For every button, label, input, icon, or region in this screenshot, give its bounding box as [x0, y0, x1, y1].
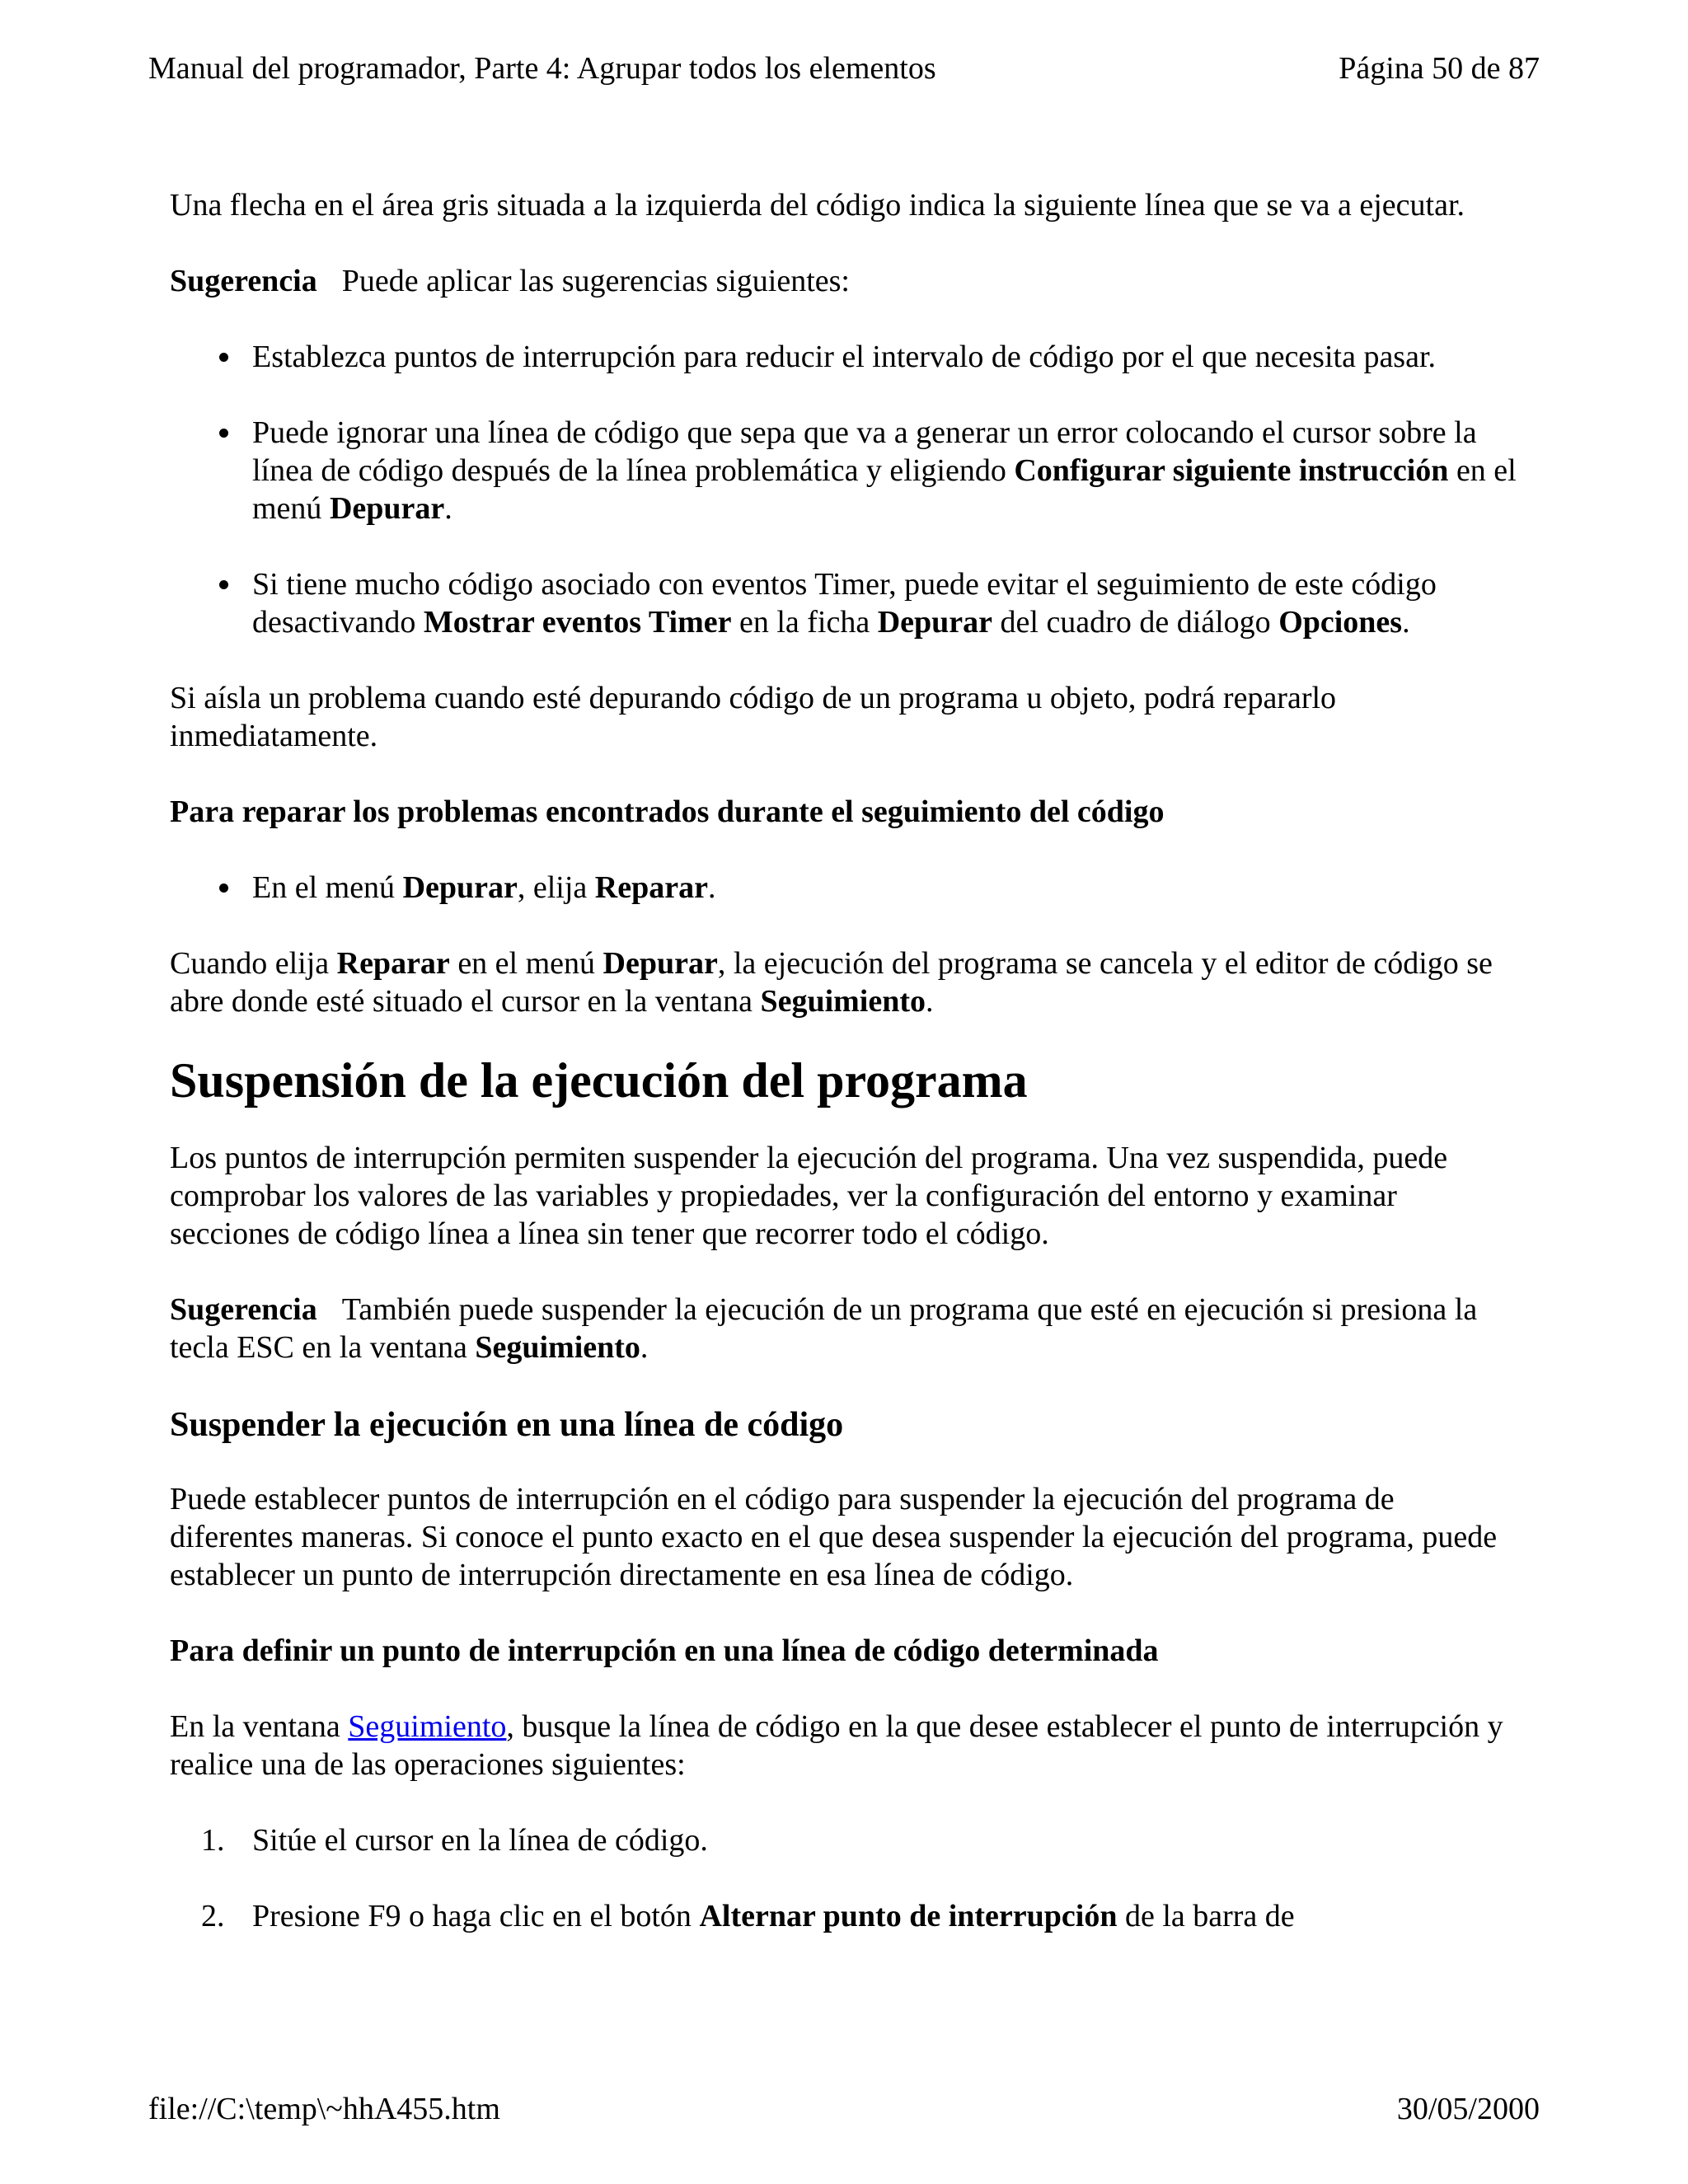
subsection-heading: Suspender la ejecución en una línea de código: [170, 1406, 844, 1444]
bullet-text: en el menú: [252, 453, 1517, 526]
list-item: [170, 1897, 1522, 1935]
tip-paragraph-2: [170, 1291, 1522, 1366]
bullet-text: del cuadro de diálogo: [992, 605, 1279, 640]
bullet-text: .: [444, 491, 452, 526]
list-item: [170, 1821, 1522, 1859]
bullet-bold: Mostrar eventos Timer: [423, 605, 732, 640]
tip-text: También puede suspender la ejecución de un programa que esté en ejecución si presiona la tecla ESC en la ventana: [170, 1292, 1478, 1365]
document-body: [170, 186, 1522, 1973]
paragraph-window-instructions: [170, 1708, 1522, 1783]
bullet-bold: Opciones: [1278, 605, 1403, 640]
text-run: Cuando elija: [170, 946, 337, 981]
footer-file-path: file://C:\temp\~hhA455.htm: [148, 2092, 500, 2126]
tips-bullet-list: [170, 338, 1522, 641]
bullet-text: .: [1402, 605, 1410, 640]
tip-label: Sugerencia: [170, 1292, 317, 1327]
bold-run: Reparar: [336, 946, 450, 981]
text-run: en el menú: [449, 946, 603, 981]
seguimiento-link[interactable]: Seguimiento: [348, 1709, 507, 1744]
repair-bullet-list: [170, 869, 1522, 907]
tip-text: Puede aplicar las sugerencias siguientes:: [341, 264, 850, 298]
bullet-text: Establezca puntos de interrupción para reducir el intervalo de código por el que necesita pasar.: [252, 340, 1437, 374]
header-title: Manual del programador, Parte 4: Agrupar todos los elementos: [148, 51, 936, 86]
header-page-number: Página 50 de 87: [1339, 51, 1540, 86]
tip-label: Sugerencia: [170, 264, 317, 298]
bold-run: Depurar: [603, 946, 718, 981]
paragraph-repair-effect: [170, 944, 1522, 1020]
bold-run: Alternar punto de interrupción: [699, 1899, 1118, 1933]
bullet-bold: Depurar: [877, 605, 993, 640]
paragraph-breakpoints: Los puntos de interrupción permiten suspender la ejecución del programa. Una vez suspendida, puede comprobar los valores de las variables y propiedades, ver la configuración del entorno y examinar secciones de código línea a línea sin tener que recorrer todo el código.: [170, 1141, 1448, 1251]
footer-date: 30/05/2000: [1396, 2092, 1540, 2126]
step-text: Sitúe el cursor en la línea de código.: [252, 1823, 708, 1858]
bullet-text: Puede ignorar una línea de código que sepa que va a generar un error colocando el cursor sobre la línea de código después de la línea problemática y eligiendo: [252, 415, 1477, 488]
text-run: , busque la línea de código en la que desee establecer el punto de interrupción y realice una de las operaciones siguientes:: [170, 1709, 1503, 1782]
page-header: [148, 49, 1540, 87]
step-text: de la barra de: [1117, 1899, 1295, 1933]
procedure-title-define-breakpoint: Para definir un punto de interrupción en una línea de código determinada: [170, 1633, 1159, 1668]
text-run: , la ejecución del programa se cancela y el editor de código se abre donde esté situado el cursor en la ventana: [170, 946, 1493, 1019]
bold-run: Seguimiento: [760, 984, 926, 1019]
tip-text: .: [640, 1330, 649, 1365]
bullet-bold: Configurar siguiente instrucción: [1014, 453, 1449, 488]
paragraph-set-breakpoints: Puede establecer puntos de interrupción en el código para suspender la ejecución del programa de diferentes maneras. Si conoce el punto exacto en el que desea suspender la ejecución del programa, puede establecer un punto de interrupción directamente en esa línea de código.: [170, 1482, 1498, 1592]
page-footer: [148, 2090, 1540, 2128]
paragraph-repair: Si aísla un problema cuando esté depurando código de un programa u objeto, podrá repararlo inmediatamente.: [170, 681, 1337, 753]
bullet-bold: Reparar: [594, 870, 708, 905]
bullet-bold: Depurar: [329, 491, 445, 526]
bullet-text: , elija: [517, 870, 595, 905]
list-item: [170, 565, 1522, 641]
section-heading: Suspensión de la ejecución del programa: [170, 1053, 1028, 1108]
bullet-bold: Depurar: [402, 870, 518, 905]
bullet-text: Si tiene mucho código asociado con eventos Timer, puede evitar el seguimiento de este código desactivando: [252, 567, 1437, 640]
step-number: 2.: [201, 1899, 225, 1933]
text-run: .: [926, 984, 934, 1019]
paragraph-arrow: Una flecha en el área gris situada a la izquierda del código indica la siguiente línea que se va a ejecutar.: [170, 188, 1465, 223]
procedure-title-repair: Para reparar los problemas encontrados durante el seguimiento del código: [170, 794, 1165, 829]
bullet-text: En el menú: [252, 870, 403, 905]
list-item: [170, 414, 1522, 527]
tip-paragraph-1: [170, 262, 1522, 300]
bullet-text: .: [707, 870, 716, 905]
list-item: [170, 338, 1522, 376]
step-text: Presione F9 o haga clic en el botón: [252, 1899, 700, 1933]
text-run: En la ventana: [170, 1709, 349, 1744]
bullet-text: en la ficha: [731, 605, 878, 640]
step-number: 1.: [201, 1823, 225, 1858]
list-item: [170, 869, 1522, 907]
bold-run: Seguimiento: [475, 1330, 640, 1365]
steps-list: [170, 1821, 1522, 1935]
